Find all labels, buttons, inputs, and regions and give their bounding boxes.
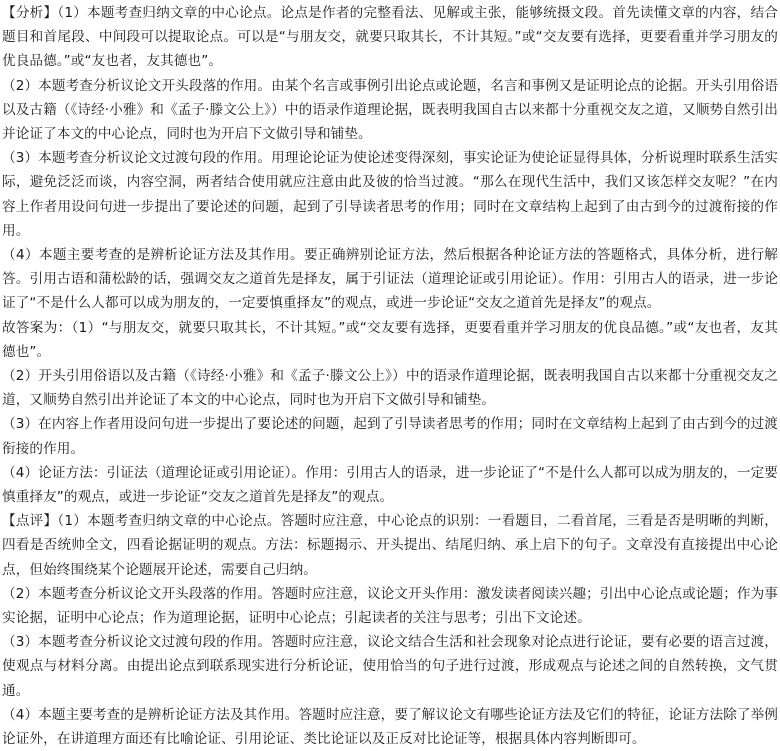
comment-paragraph-1 (2, 509, 778, 582)
comment-text-1: （1）本题考查归纳文章的中心论点。答题时应注意，中心论点的识别：一看题目，二看首尾，三看是否是明晰的判断，四看是否统帅全文，四看论据证明的观点。方法：标题揭示、开头提出、结尾归纳、承上启下的句子。文章没有直接提出中心论点，但始终围绕某个论题展开论述，需要自己归纳。 (2, 513, 778, 578)
comment-paragraph-2: （2）本题考查分析议论文开头段落的作用。答题时应注意，议论文开头作用：激发读者阅读兴趣；引出中心论点或论题；作为事实论据，证明中心论点；作为道理论据，证明中心论点；引起读者的关注与思考；引出下文论述。 (2, 585, 778, 627)
comment-paragraph-4: （4）本题主要考查的是辨析论证方法及其作用。答题时应注意，要了解议论文有哪些论证方法及它们的特征，论证方法除了举例论证外，在讲道理方面还有比喻论证、引用论证、类比论证以及正反对比论证等，根据具体内容判断即可。 (2, 706, 778, 748)
analysis-paragraph-2: （2）本题考查分析议论文开头段落的作用。由某个名言或事例引出论点或论题，名言和事例又是证明论点的论据。开头引用俗语以及古籍（《诗经·小雅》和《孟子·滕文公上》）中的语录作道理论据，既表明我国自古以来都十分重视交友之道，又顺势自然引出并论证了本文的中心论点，同时也为开启下文做引导和铺垫。 (2, 77, 778, 143)
answer-paragraph-1: 故答案为：（1）“与朋友交，就要只取其长，不计其短。”或“交友要有选择，更要看重并学习朋友的优良品德。”或“友也者，友其德也”。 (2, 319, 778, 360)
answer-paragraph-4: （4）论证方法：引证法（道理论证或引用论证）。作用：引用古人的语录，进一步论证了“不是什么人都可以成为朋友的，一定要慎重择友”的观点，或进一步论证“交友之道首先是择友”的观点。 (2, 464, 778, 506)
analysis-paragraph-3: （3）本题考查分析议论文过渡句段的作用。用理论论证为使论述变得深刻，事实论证为使论证显得具体，分析说理时联系生活实际，避免泛泛而谈，内容空洞，两者结合使用就应注意由此及彼的恰当过渡。“那么在现代生活中，我们又该怎样交友呢？”在内容上作者用设问句进一步提出了要论述的问题，起到了引导读者思考的作用；同时在文章结构上起到了由古到今的过渡衔接的作用。 (2, 150, 778, 239)
analysis-text-1: （1）本题考查归纳文章的中心论点。论点是作者的完整看法、见解或主张，能够统摄文段。首先读懂文章的内容，结合题目和首尾段、中间段可以提取论点。可以是“与朋友交，就要只取其长，不计其短。”或“交友要有选择，更要看重并学习朋友的优良品德。”或“友也者，友其德也”。 (2, 5, 778, 70)
comment-label: 【点评】 (2, 513, 58, 530)
analysis-label: 【分析】 (2, 5, 58, 21)
analysis-paragraph-4: （4）本题主要考查的是辨析论证方法及其作用。要正确辨别论证方法，然后根据各种论证方法的答题格式，具体分析，进行解答。引用古语和蒲松龄的话，强调交友之道首先是择友，属于引证法（道理论证或引用论证）。作用：引用古人的语录，进一步论证了“不是什么人都可以成为朋友的，一定要慎重择友”的观点，或进一步论证“交友之道首先是择友”的观点。 (2, 247, 778, 312)
answer-paragraph-3: （3）在内容上作者用设问句进一步提出了要论述的问题，起到了引导读者思考的作用；同时在文章结构上起到了由古到今的过渡衔接的作用。 (2, 416, 778, 457)
answer-paragraph-2: （2）开头引用俗语以及古籍（《诗经·小雅》和《孟子·滕文公上》）中的语录作道理论据，既表明我国自古以来都十分重视交友之道，又顺势自然引出并论证了本文的中心论点，同时也为开启下文做引导和铺垫。 (2, 368, 778, 409)
comment-paragraph-3: （3）本题考查分析议论文过渡句段的作用。答题时应注意，议论文结合生活和社会现象对论点进行论证，要有必要的语言过渡，使观点与材料分离。由提出论点到联系现实进行分析论证，使用恰当的句子进行过渡，形成观点与论述之间的自然转换，文气贯通。 (2, 634, 778, 699)
analysis-paragraph-1 (2, 1, 778, 74)
